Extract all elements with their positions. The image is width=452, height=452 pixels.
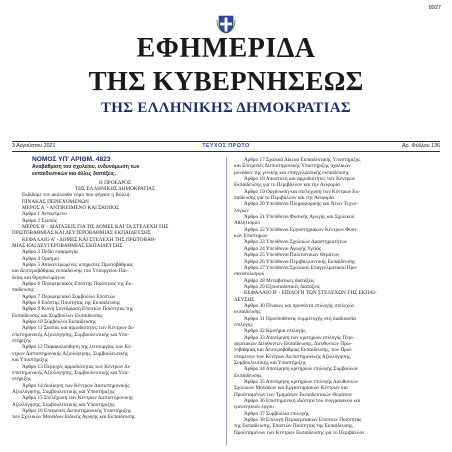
right-column (234, 157, 440, 436)
text-line: Άρθρο 34 Αποτίμηση κριτηρίων επιλογής Συμβούλων (244, 366, 359, 373)
text-line: Άρθρο 25 Υπεύθυνοι Πολιτιστικών Θεμάτων (244, 252, 340, 259)
text-line: δείας και Θρησκευμάτων (12, 274, 66, 281)
text-line: Άρθρο 3 Πεδίο εφαρμογής (22, 249, 79, 256)
law-title-line: εκπαιδευτικών και άλλες διατάξεις. (32, 171, 116, 178)
text-line: Άρθρο 9 Κοινή Συνεδρίαση Εποπτών Ποιότητας της (22, 306, 133, 313)
text-line: στήριξης (12, 376, 31, 383)
text-line: των Σχολικών Μονάδων Ειδικής Αγωγής και Εκπαίδευσης (12, 414, 136, 421)
issue-date: 3 Αυγούστου 2021 (12, 143, 56, 149)
text-line: Άρθρο 35 Αποτίμηση κριτηρίων επιλογής Διευθυντών (244, 379, 359, 386)
text-line: επιλογής (234, 321, 253, 328)
text-line: της Εκπαίδευσης, Εποπτών Ποιότητας της Εκπαίδευσης, (234, 423, 354, 430)
page-number: 8927 (428, 5, 441, 11)
text-line: επιστημονικής Αξιολόγησης, Συμβουλευτικής και Υπο- (12, 331, 130, 338)
text-line: Η ΠΡΟΕΔΡΟΣ (99, 179, 131, 186)
text-line: τοβάθμιας και Δευτεροβάθμιας Εκπαίδευσης, των Προϊ- (234, 347, 353, 354)
text-line: Άρθρο 17 Σχολικά Δίκτυα Εκπαιδευτικής Υποστήριξης (244, 157, 361, 163)
greek-coat-of-arms-icon (216, 14, 236, 34)
text-line: Αξιολόγησης, Συμβουλευτικής και Υποστήριξης (12, 401, 115, 408)
text-line: Προϊσταμένων των Κέντρων Εκπαίδευσης για το Περιβάλλον (234, 429, 365, 436)
text-line: Άρθρο 13 Περιοχές αρμοδιότητας των Κέντρων Δι- (22, 363, 131, 370)
text-line: Άρθρο 38 Επιλογή Περιφερειακών Εποπτών Ποιότητας (244, 417, 362, 424)
text-line: σανατολισμού (234, 271, 265, 278)
law-title-line: Αναβάθμιση του σχολείου, ενδυνάμωση των (32, 164, 140, 171)
text-line: και Επιτροπές Διεπιστημονικής Υποστήριξης σχολικών (234, 163, 351, 170)
text-line: Συμβουλευτικής και Υποστήριξης (234, 360, 306, 366)
text-line: εκπαίδευσης (234, 309, 261, 316)
text-line: Άρθρο 20 Υπεύθυνοι Πληροφορικής και Νέων Τεχνο- (244, 201, 358, 208)
left-column-lines (12, 180, 218, 421)
right-column-lines (234, 157, 440, 436)
text-line: Άρθρο 5 Αποκεντρωμένες υπηρεσίες Πρωτοβάθμιας (22, 262, 133, 268)
text-line: Άρθρο 7 Περιφερειακό Συμβούλιο Εποπτών (22, 293, 116, 300)
text-line: Άρθρο 1 Αντικείμενο (22, 211, 67, 218)
text-line: κών Επιστημών (234, 233, 268, 240)
text-line: ΚΕΦΑΛΑΙΟ Α' - ΔΟΜΕΣ ΚΑΙ ΣΤΕΛΕΧΗ ΤΗΣ ΠΡΩΤΟΒΑΘ- (22, 236, 157, 243)
text-line: Άρθρο 4 Ορισμοί (22, 255, 59, 262)
text-line: Άρθρο 18 Αποστολή και αρμοδιότητες των Κέντρων (244, 176, 356, 183)
text-line: επιστημονικής Αξιολόγησης, Συμβουλευτικής και Υπο- (12, 369, 130, 376)
text-line: ΜΕΡΟΣ Β' - ΔΙΑΤΑΞΕΙΣ ΓΙΑ ΤΙΣ ΔΟΜΕΣ ΚΑΙ ΤΑ ΣΤΕΛΕΧΗ ΤΗΣ (22, 223, 169, 230)
text-line: παίδευσης (12, 287, 34, 294)
text-line: ΠΙΝΑΚΑΣ ΠΕΡΙΕΧΟΜΕΝΩΝ (22, 198, 89, 205)
text-line: ΤΗΣ ΕΛΛΗΝΙΚΗΣ ΔΗΜΟΚΡΑΤΙΑΣ (74, 185, 156, 192)
text-line: Άρθρο 26 Υπεύθυνοι Περιβαλλοντικής Εκπαίδευσης (244, 258, 356, 265)
text-line: ερευνητικού έργου (234, 404, 274, 411)
text-line: Άρθρο 15 Στελέχωση των Κέντρων Διεπιστημονικής (22, 395, 134, 402)
text-line: μονάδων της γενικής και επαγγελματικής εκπαίδευσης (234, 169, 349, 176)
text-line: λογιών (234, 207, 249, 214)
text-line: ΜΕΡΟΣ Α' - ΑΝΤΙΚΕΙΜΕΝΟ ΚΑΙ ΣΚΟΠΟΣ (22, 204, 120, 211)
text-line: Άρθρο 22 Υπεύθυνοι Εργαστηριακών Κέντρων Φυσι- (244, 226, 358, 233)
text-line: Άρθρο 8 Επόπτης Ποιότητας της Εκπαίδευσης (22, 300, 121, 307)
text-line: στήριξης (12, 338, 31, 345)
text-line: Άρθρο 27 Υπεύθυνοι Σχολικού Επαγγελματικού Προ- (244, 264, 358, 271)
text-line: παίδευσης για το Περιβάλλον και την Αειφορία (234, 195, 334, 202)
text-line: Άρθρο 6 Περιφερειακός Επόπτης Ποιότητας της Εκ- (22, 281, 134, 288)
law-number: ΝΟΜΟΣ ΥΠ' ΑΡΙΘΜ. 4823 (32, 156, 111, 163)
text-line: Αθλητισμού (234, 220, 260, 227)
left-column (12, 157, 218, 421)
text-line: σταμένων των Κέντρων Διεπιστημονικής Αξιολόγησης, (234, 353, 352, 360)
text-line: Άρθρο 16 Επιτροπές Διεπιστημονικής Υποστήριξης (22, 407, 132, 414)
text-line: Άρθρο 24 Υπεύθυνοι Αγωγής Υγείας (244, 245, 322, 252)
text-line: Προϊσταμένων των Τμημάτων Εκπαιδευτικών Θεμάτων (234, 391, 352, 398)
text-line: Άρθρο 33 Αποτίμηση των κριτηρίων επιλογής Περι- (244, 334, 355, 341)
text-line: ΔΕΥΣΗΣ (234, 296, 255, 303)
text-line: Αξιολόγησης, Συμβουλευτικής και Υποστήριξης (12, 388, 115, 395)
gazette-title-line3: ΤΗΣ ΕΛΛΗΝΙΚΗΣ ΔΗΜΟΚΡΑΤΙΑΣ (100, 100, 352, 116)
text-line: Άρθρο 37 Συμβούλια επιλογής (244, 410, 309, 417)
text-line: ΚΕΦΑΛΑΙΟ Β' - ΕΠΙΛΟΓΗ ΤΩΝ ΣΤΕΛΕΧΩΝ ΤΗΣ ΕΚΠΑΙ- (244, 290, 377, 297)
text-line: Άρθρο 12 Παρακολούθηση της λειτουργίας των Κέ- (22, 344, 133, 351)
text-line: Άρθρο 32 Κριτήρια επιλογής (244, 328, 306, 335)
text-line: Άρθρο 21 Υπεύθυνοι Φυσικής Αγωγής και Σχολικού (244, 214, 355, 221)
issue-type: ΤΕΥΧΟΣ ΠΡΩΤΟ (202, 143, 250, 149)
text-line: Άρθρο 10 Σύμβουλοι Εκπαίδευσης (22, 319, 96, 326)
text-line: Άρθρο 2 Σκοπός (22, 217, 57, 224)
issue-bar (12, 141, 440, 152)
text-line: και Υποστήριξης (12, 357, 48, 364)
text-line: φερειακών Διευθυντών Εκπαίδευσης, Διευθυντών Πρω- (234, 340, 352, 347)
text-line: Σχολικών Μονάδων και Εργαστηριακών Κέντρων και (234, 385, 348, 392)
text-line: Άρθρο 29 Εξουσιοδοτικές διατάξεις (244, 283, 320, 290)
text-line: Εκπαίδευσης (234, 372, 262, 379)
gazette-title-line2: ΤΗΣ ΚΥΒΕΡΝΗΣΕΩΣ (88, 66, 364, 96)
text-line: Άρθρο 14 Διοίκηση των Κέντρων Διεπιστημονικής (22, 382, 130, 389)
text-line: Άρθρο 30 Πίνακες και προσόντα επιλογής στελεχών (244, 302, 355, 309)
text-line: Άρθρο 19 Οργάνωση και στελέχωση των Κέντρων Εκ- (244, 188, 360, 195)
text-line: Εκπαίδευσης και Συμβούλων Εκπαίδευσης (12, 312, 103, 319)
column-divider (226, 157, 227, 445)
text-line: ντρων Διεπιστημονικής Αξιολόγησης, Συμβουλευτικής (12, 350, 128, 357)
text-line: και Δευτεροβάθμιας εκπαίδευσης του Υπουργείου Παι- (12, 268, 129, 275)
issue-sheet-number: Αρ. Φύλλου 136 (402, 143, 440, 149)
text-line: Άρθρο 31 Προϋποθέσεις συμμετοχής στη διαδικασία (244, 315, 356, 322)
gazette-title-line1: ΕΦΗΜΕΡΙΔΑ (136, 33, 316, 64)
text-line: Άρθρο 28 Μεταβατικές διατάξεις (244, 277, 315, 284)
text-line: ΜΙΑΣ ΚΑΙ ΔΕΥΤΕΡΟΒΑΘΜΙΑΣ ΕΚΠΑΙΔΕΥΣΗΣ (12, 242, 123, 249)
text-line: Εκπαίδευσης για το Περιβάλλον και την Αειφορία (234, 182, 340, 189)
text-line: Εκδίδομε τον ακόλουθο νόμο που ψήφισε η Βουλή: (22, 192, 131, 199)
text-line: Άρθρο 23 Υπεύθυνοι Σχολικών Δραστηριοτήτων (244, 239, 348, 246)
text-line: Άρθρο 36 Επιστημονική ιδιότητα του συγγραφικού και (244, 398, 361, 405)
text-line: ΠΡΩΤΟΒΑΘΜΙΑΣ ΚΑΙ ΔΕΥΤΕΡΟΒΑΘΜΙΑΣ ΕΚΠΑΙΔΕΥΣΗΣ (12, 230, 151, 237)
text-line: Άρθρο 11 Σκοπός και αρμοδιότητες των Κέντρων Δι- (22, 325, 135, 332)
